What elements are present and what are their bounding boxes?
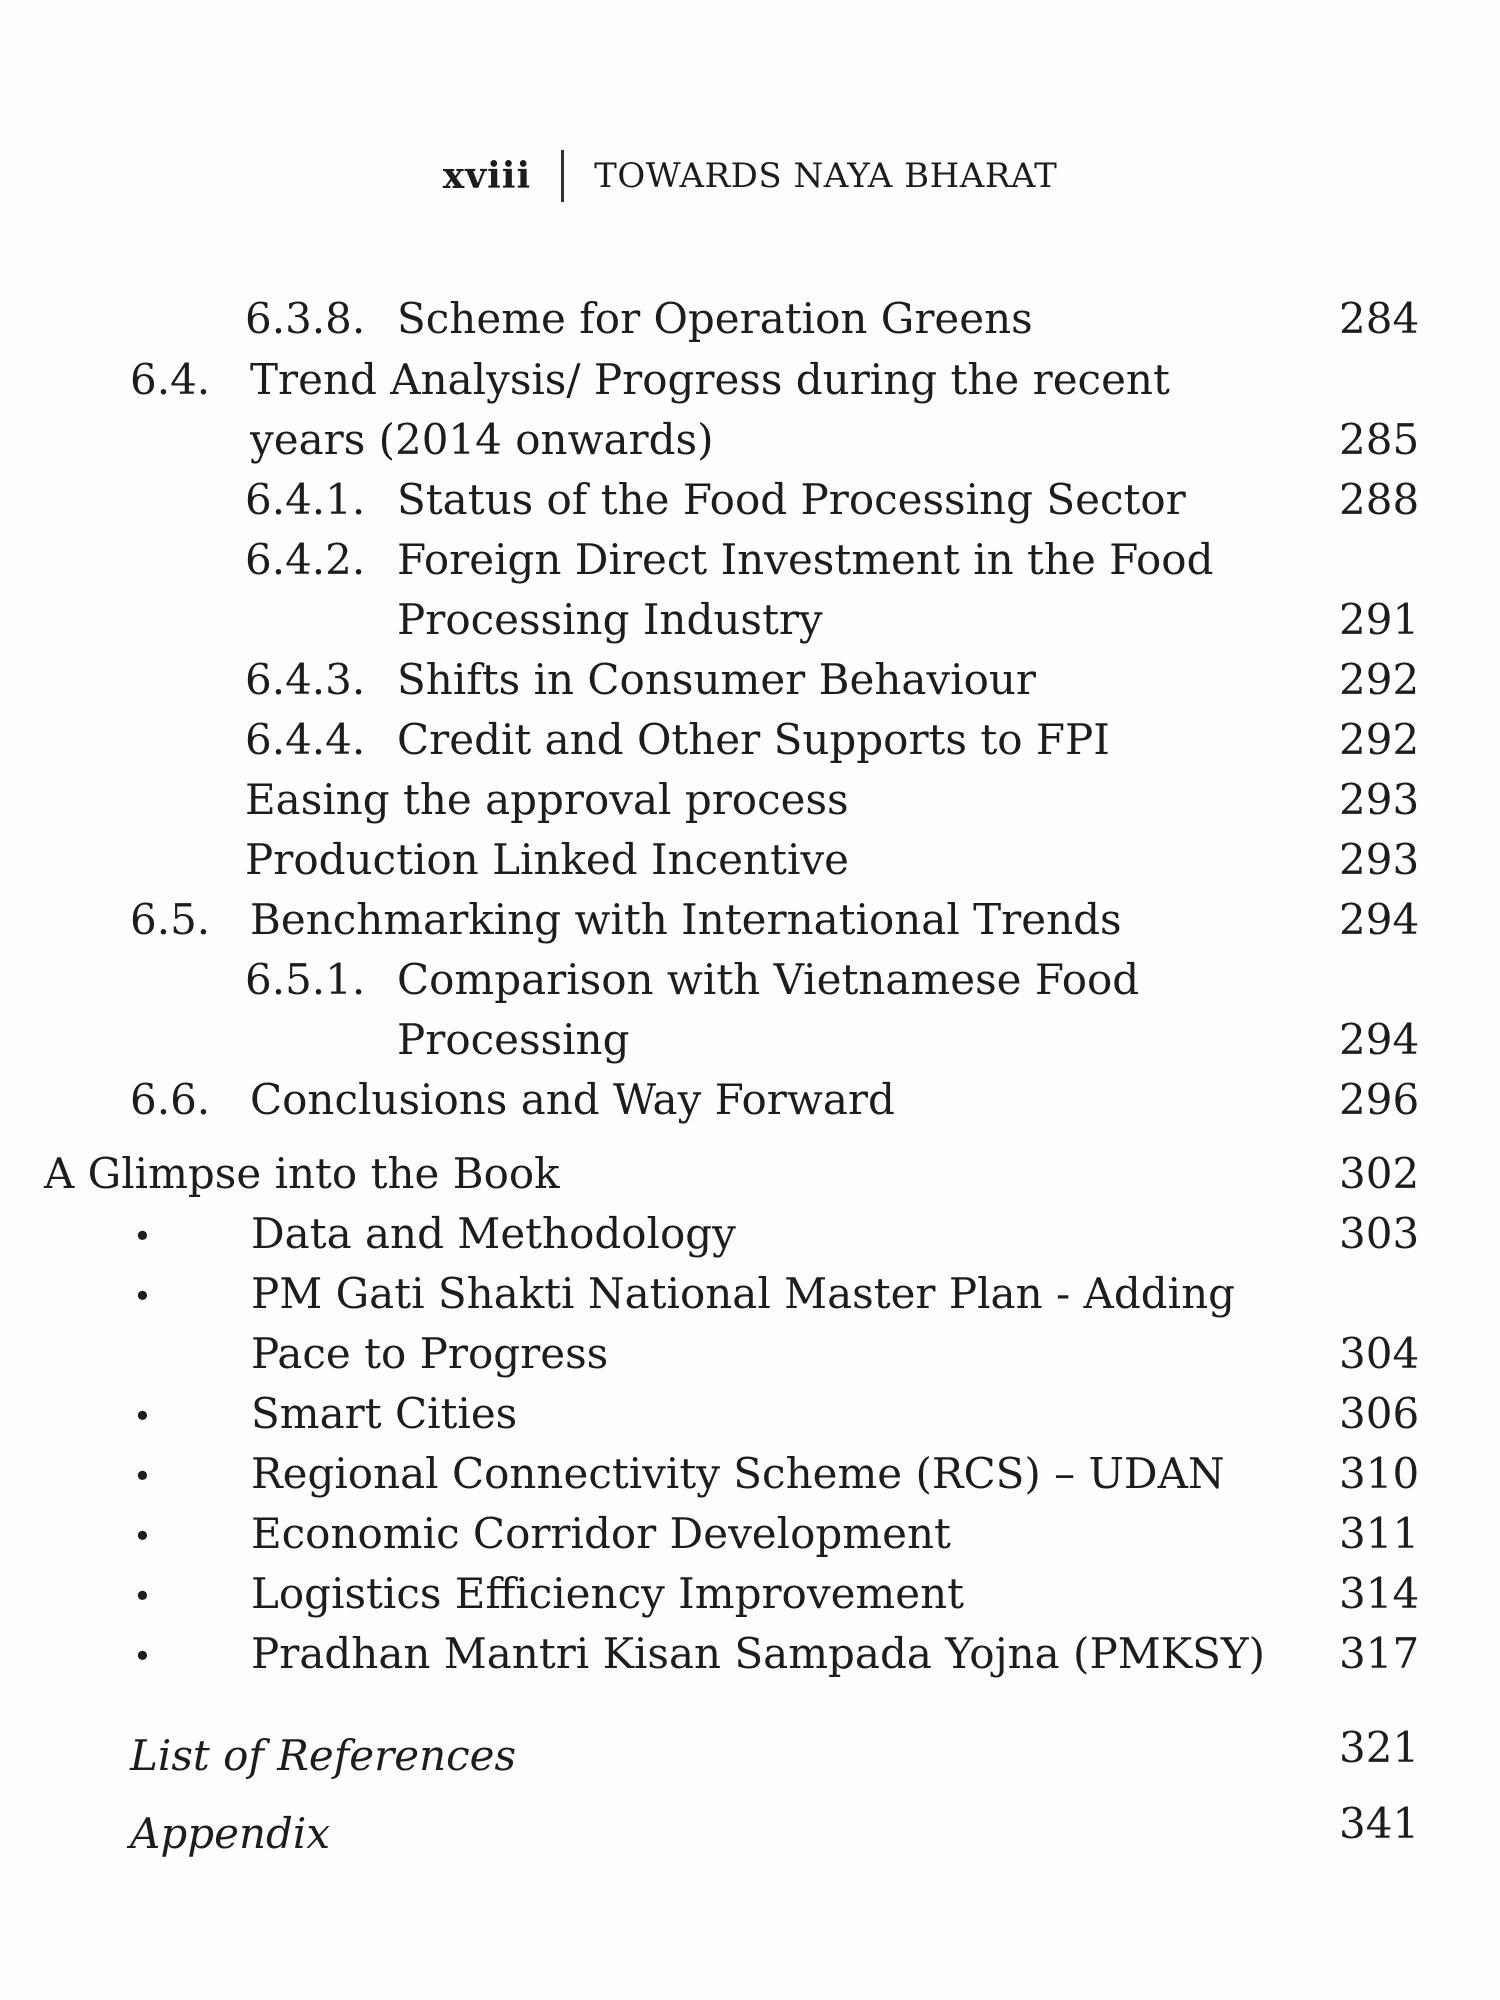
toc-page-number: 303 [1339, 1209, 1420, 1258]
bullet-item-title: Regional Connectivity Scheme (RCS) – UDAN [251, 1449, 1225, 1498]
toc-page-number: 314 [1339, 1569, 1420, 1618]
toc-page-number: 321 [1339, 1723, 1420, 1772]
toc-page-number: 310 [1339, 1449, 1420, 1498]
toc-entry-title: Conclusions and Way Forward [250, 1075, 895, 1124]
toc-entry-number: 6.6. [130, 1075, 211, 1124]
toc-page-number: 292 [1339, 715, 1420, 764]
toc-entry-title-continued: Processing Industry [397, 595, 823, 644]
toc-entry-title: Status of the Food Processing Sector [397, 475, 1186, 524]
toc-entry-number: 6.4.1. [245, 475, 366, 524]
page-folio: xviii [442, 155, 532, 197]
toc-page-number: 341 [1339, 1799, 1420, 1848]
bullet-icon: • [133, 1217, 152, 1255]
toc-entry-title: Easing the approval process [245, 775, 849, 824]
bullet-icon: • [133, 1457, 152, 1495]
bullet-item-title: Pradhan Mantri Kisan Sampada Yojna (PMKSY) [251, 1629, 1265, 1678]
toc-entry-number: 6.4.3. [245, 655, 366, 704]
bullet-item-title: Data and Methodology [251, 1209, 736, 1258]
section-heading: A Glimpse into the Book [44, 1149, 560, 1198]
bullet-item-title: Logistics Efficiency Improvement [251, 1569, 965, 1618]
toc-page-number: 294 [1339, 1015, 1420, 1064]
toc-page-number: 296 [1339, 1075, 1420, 1124]
toc-entry-title: Benchmarking with International Trends [250, 895, 1122, 944]
toc-page-number: 292 [1339, 655, 1420, 704]
toc-page-number: 293 [1339, 835, 1420, 884]
toc-entry-number: 6.5.1. [245, 955, 366, 1004]
bullet-item-title-continued: Pace to Progress [251, 1329, 609, 1378]
back-matter-title: Appendix [130, 1809, 331, 1858]
toc-entry-number: 6.4. [130, 355, 211, 404]
toc-entry-number: 6.3.8. [245, 294, 366, 343]
toc-entry-number: 6.5. [130, 895, 211, 944]
bullet-icon: • [133, 1637, 152, 1675]
toc-page-number: 284 [1339, 294, 1420, 343]
bullet-icon: • [133, 1397, 152, 1435]
toc-page-number: 304 [1339, 1329, 1420, 1378]
toc-page-number: 293 [1339, 775, 1420, 824]
toc-page-number: 291 [1339, 595, 1420, 644]
bullet-item-title: Economic Corridor Development [251, 1509, 951, 1558]
bullet-item-title: PM Gati Shakti National Master Plan - Adding [251, 1269, 1236, 1318]
toc-page-number: 288 [1339, 475, 1420, 524]
bullet-icon: • [133, 1517, 152, 1555]
bullet-item-title: Smart Cities [251, 1389, 518, 1438]
toc-entry-title: Shifts in Consumer Behaviour [397, 655, 1036, 704]
toc-entry-title-continued: years (2014 onwards) [250, 415, 714, 464]
toc-entry-title: Foreign Direct Investment in the Food [397, 535, 1214, 584]
page-header [0, 150, 1500, 202]
toc-entry-title: Trend Analysis/ Progress during the recent [250, 355, 1170, 404]
toc-entry-number: 6.4.2. [245, 535, 366, 584]
toc-page-number: 311 [1339, 1509, 1420, 1558]
toc-entry-title-continued: Processing [397, 1015, 630, 1064]
toc-page-number: 294 [1339, 895, 1420, 944]
header-divider [561, 150, 564, 202]
running-title: TOWARDS NAYA BHARAT [594, 156, 1058, 196]
bullet-icon: • [133, 1577, 152, 1615]
toc-entry-title: Production Linked Incentive [245, 835, 849, 884]
toc-entry-title: Scheme for Operation Greens [397, 294, 1033, 343]
toc-entry-number: 6.4.4. [245, 715, 366, 764]
toc-page-number: 285 [1339, 415, 1420, 464]
toc-entry-title: Credit and Other Supports to FPI [397, 715, 1110, 764]
bullet-icon: • [133, 1277, 152, 1315]
toc-page-number: 302 [1339, 1149, 1420, 1198]
toc-page-number: 306 [1339, 1389, 1420, 1438]
toc-page-number: 317 [1339, 1629, 1420, 1678]
toc-entry-title: Comparison with Vietnamese Food [397, 955, 1140, 1004]
back-matter-title: List of References [130, 1731, 517, 1780]
